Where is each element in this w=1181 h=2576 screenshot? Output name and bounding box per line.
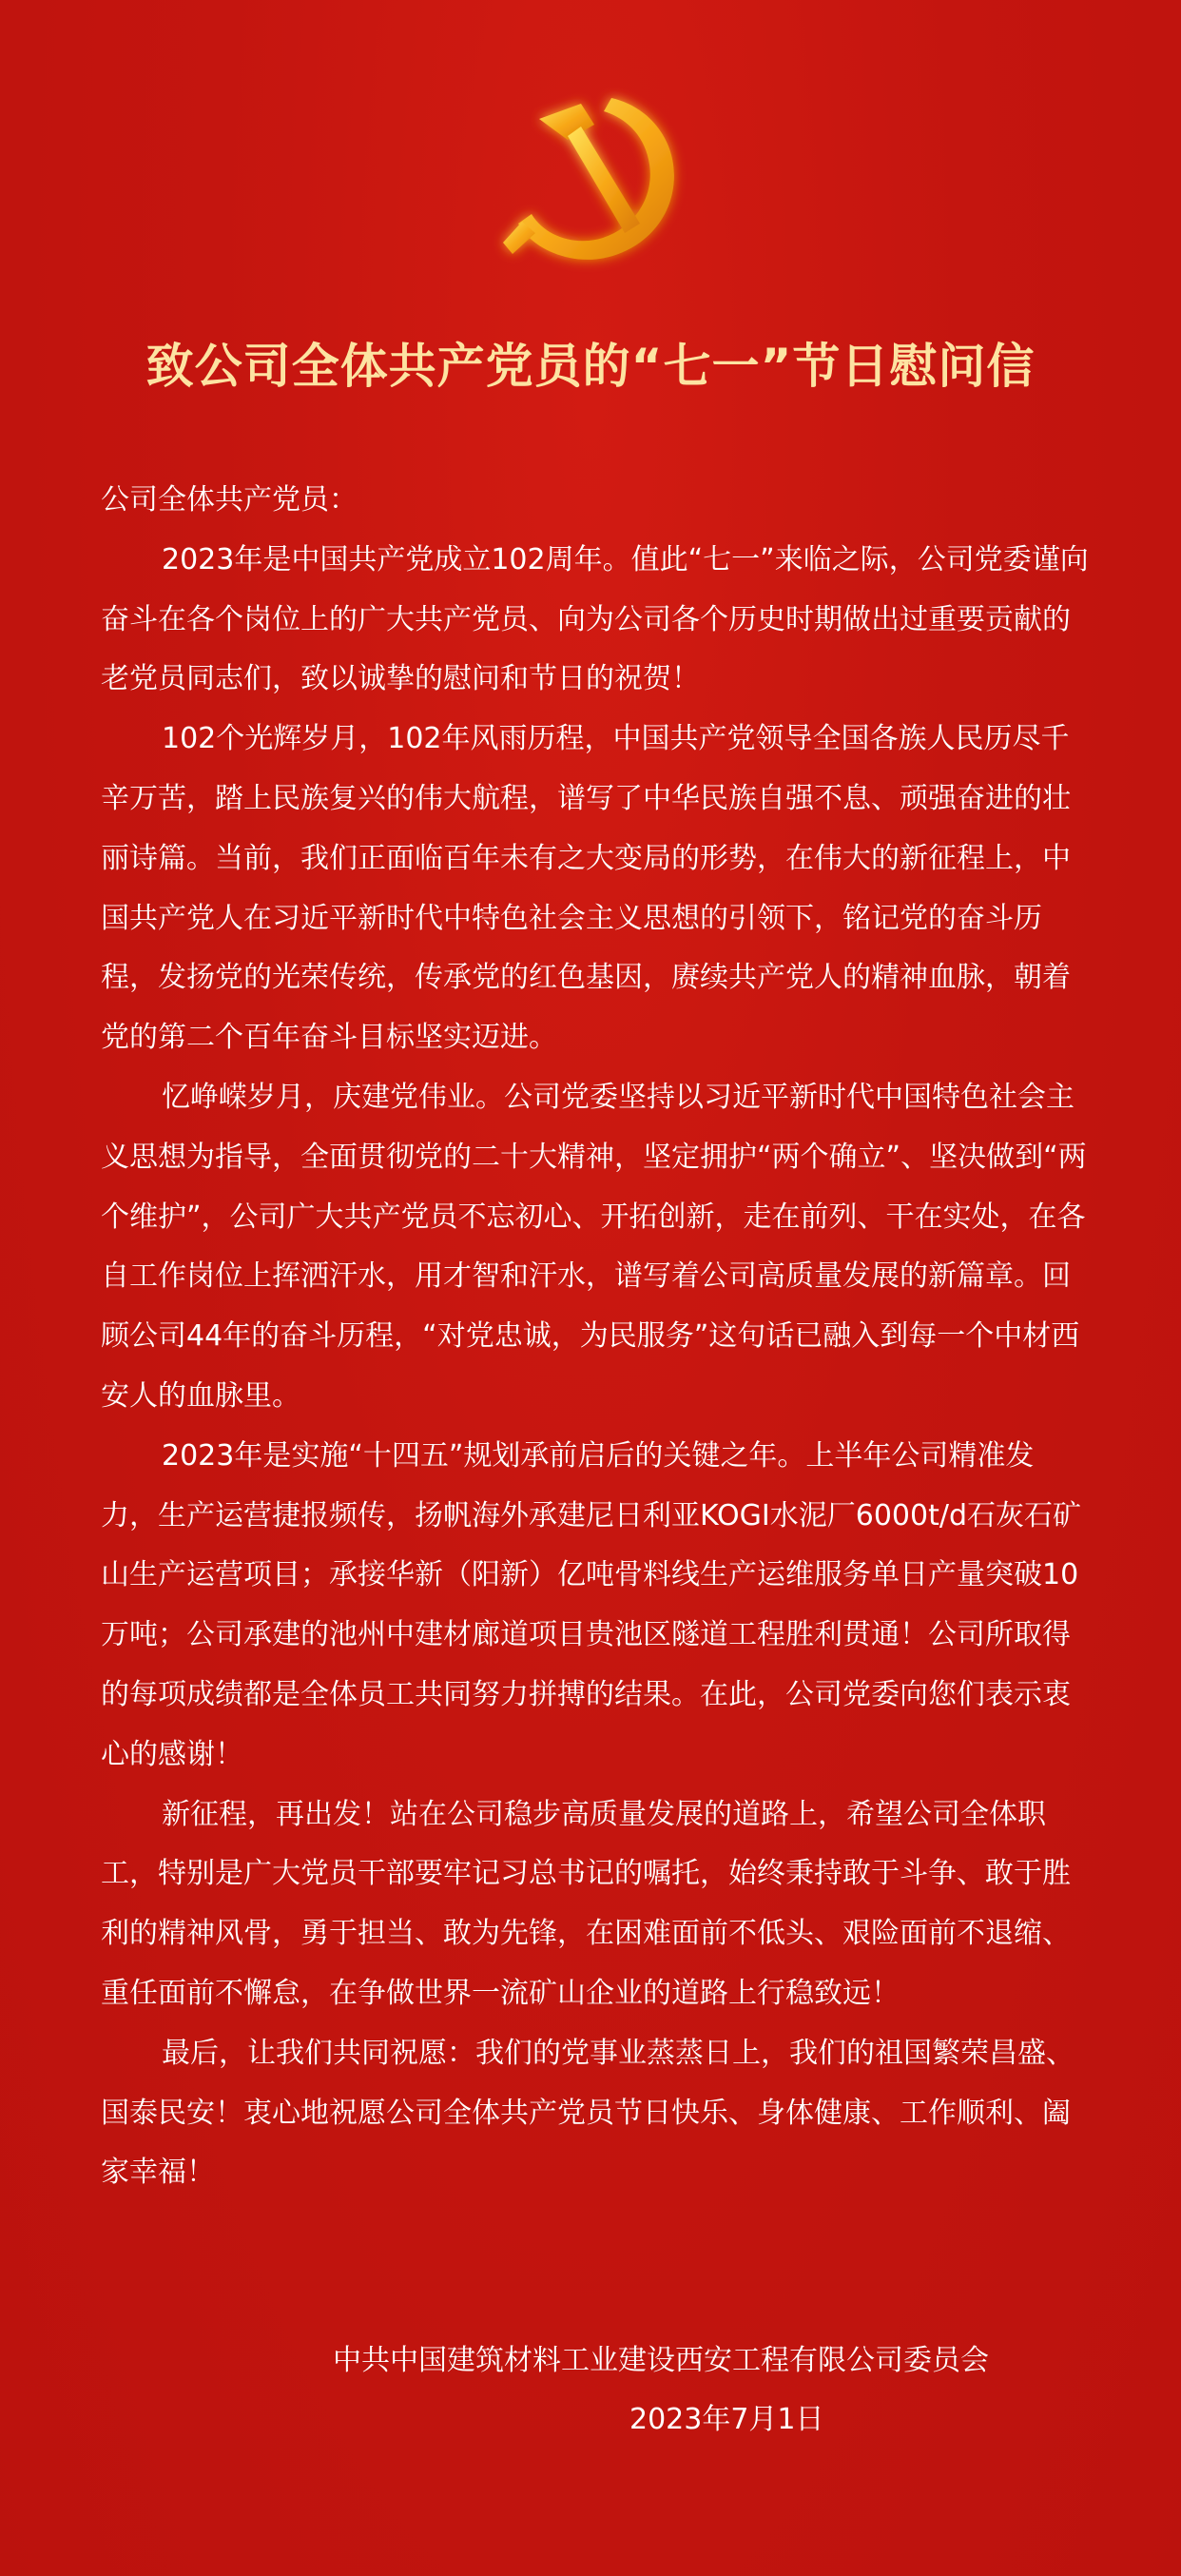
paragraph-anniversary: 2023年是中国共产党成立102周年。值此“七一”来临之际，公司党委谨向奋斗在各个岗位上的广大共产党员、向为公司各个历史时期做出过重要贡献的老党员同志们，致以诚挚的慰问和节日的祝贺！ [101, 542, 1089, 696]
paragraph-company-party: 忆峥嵘岁月，庆建党伟业。公司党委坚持以习近平新时代中国特色社会主义思想为指导，全面贯彻党的二十大精神，坚定拥护“两个确立”、坚决做到“两个维护”，公司广大共产党员不忘初心、开拓创新，走在前列、干在实处，在各自工作岗位上挥洒汗水，用才智和汗水，谱写着公司高质量发展的新篇章。回顾公司44年的奋斗历程，“对党忠诚，为民服务”这句话已融入到每一个中材西安人的血脉里。 [101, 1080, 1087, 1413]
paragraph-new-journey: 新征程，再出发！站在公司稳步高质量发展的道路上，希望公司全体职工，特别是广大党员干部要牢记习总书记的嘱托，始终秉持敢于斗争、敢于胜利的精神风骨，勇于担当、敢为先锋，在困难面前不低头、艰险面前不退缩、重任面前不懈怠，在争做世界一流矿山企业的道路上行稳致远！ [101, 1797, 1071, 2010]
party-emblem [490, 81, 695, 286]
letter-title: 致公司全体共产党员的“七一”节日慰问信 [145, 339, 1036, 394]
signature-date: 2023年7月1日 [629, 2403, 824, 2436]
paragraph-history: 102个光辉岁月，102年风雨历程，中国共产党领导全国各族人民历尽千辛万苦，踏上民族复兴的伟大航程，谱写了中华民族自强不息、顽强奋进的壮丽诗篇。当前，我们正面临百年未有之大变局的形势，在伟大的新征程上，中国共产党人在习近平新时代中特色社会主义思想的引领下，铭记党的奋斗历程，发扬党的光荣传统，传承党的红色基因，赓续共产党人的精神血脉，朝着党的第二个百年奋斗目标坚实迈进。 [101, 722, 1071, 1055]
letter-body [101, 471, 1090, 2203]
salutation: 公司全体共产党员： [101, 483, 358, 517]
signature-organization: 中共中国建筑材料工业建设西安工程有限公司委员会 [333, 2344, 989, 2377]
paragraph-wishes: 最后，让我们共同祝愿：我们的党事业蒸蒸日上，我们的祖国繁荣昌盛、国泰民安！衷心地祝愿公司全体共产党员节日快乐、身体健康、工作顺利、阖家幸福！ [101, 2036, 1075, 2190]
paragraph-achievements: 2023年是实施“十四五”规划承前启后的关键之年。上半年公司精准发力，生产运营捷报频传，扬帆海外承建尼日利亚KOGI水泥厂6000t/d石灰石矿山生产运营项目；承接华新（阳新）亿吨骨料线生产运维服务单日产量突破10万吨；公司承建的池州中建材廊道项目贵池区隧道工程胜利贯通！公司所取得的每项成绩都是全体员工共同努力拼搏的结果。在此，公司党委向您们表示衷心的感谢！ [101, 1438, 1082, 1771]
hammer-and-sickle-icon [490, 81, 695, 286]
